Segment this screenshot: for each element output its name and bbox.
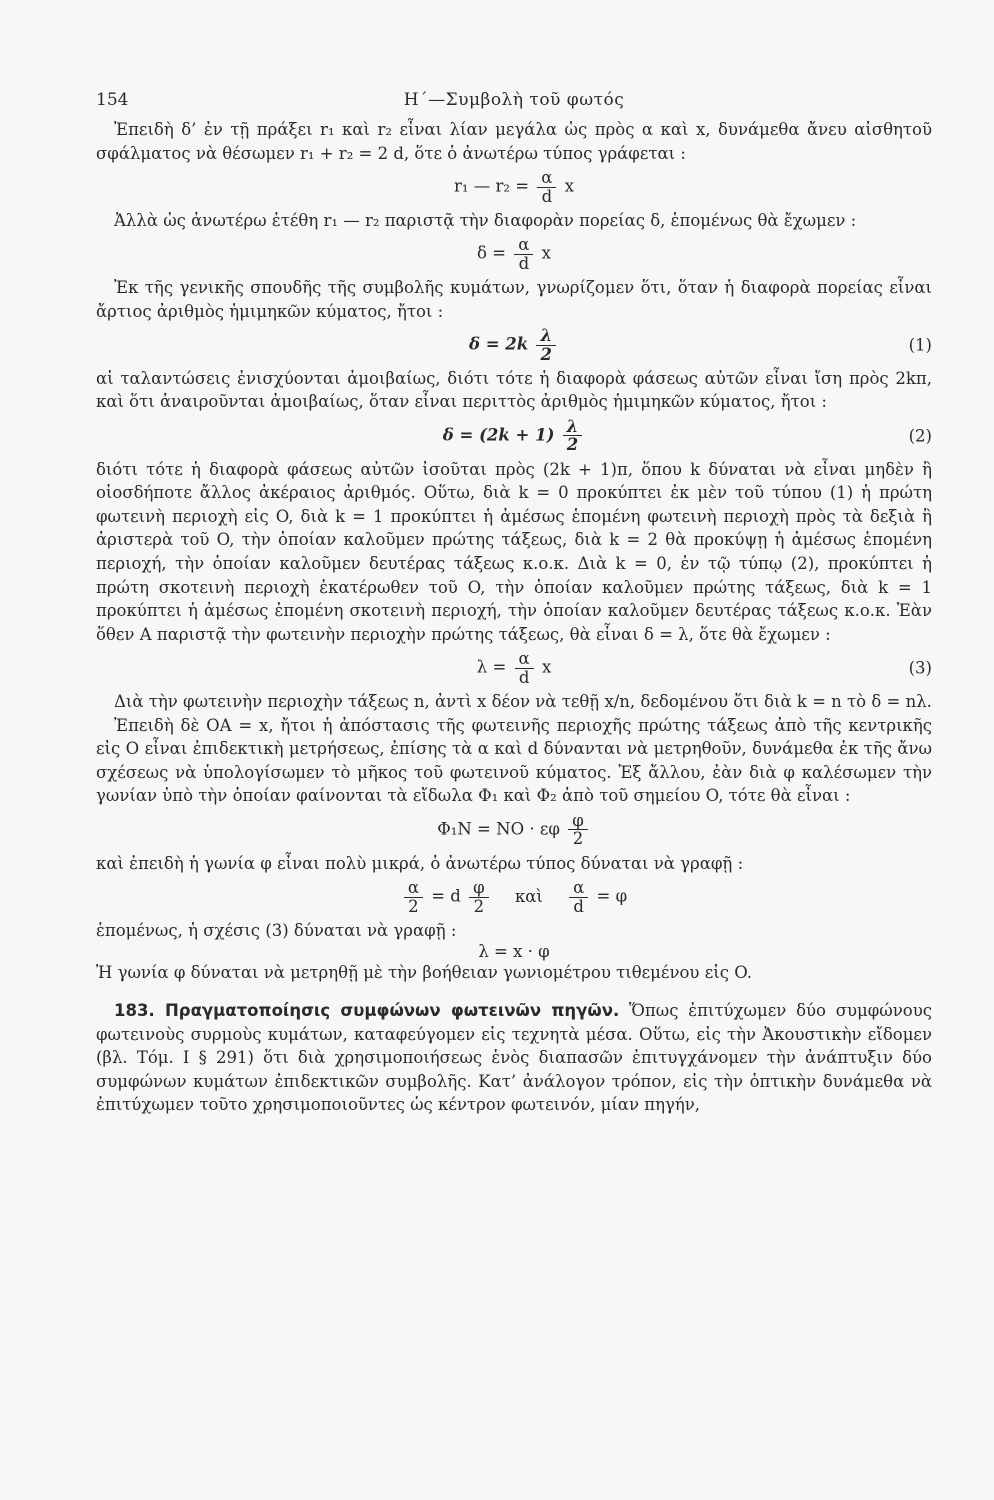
eq4-label: (2) [908, 426, 932, 446]
paragraph-4: αἱ ταλαντώσεις ἐνισχύονται ἀμοιβαίως, διότι τότε ἡ διαφορὰ φάσεως αὐτῶν εἶναι ἴση πρὸς 2kπ, καὶ ὅτι ἀναιροῦνται ἀμοιβαίως, ὅταν εἶναι περιττὸς ἀριθμὸς ἡμιμηκῶν κύματος, ἤτοι : [96, 368, 932, 412]
eq7-conjunction: καὶ [514, 886, 543, 906]
eq4-lhs: δ = (2k + 1) [442, 425, 555, 445]
paragraph-9: ἑπομένως, ἡ σχέσις (3) δύναται νὰ γραφῇ : [96, 920, 457, 940]
eq7-rhs: = φ [596, 886, 628, 906]
eq1-fraction [537, 169, 556, 205]
eq3-label: (1) [908, 335, 932, 355]
eq3-denominator: 2 [540, 344, 552, 364]
equation-1 [96, 169, 932, 205]
eq7-denominator-2: 2 [473, 896, 485, 916]
eq7-fraction-2 [469, 879, 489, 915]
eq5-numerator: α [515, 650, 534, 668]
eq8-text: λ = x · φ [478, 942, 550, 962]
eq1-rhs: x [564, 176, 575, 196]
eq1-lhs: r₁ — r₂ = [453, 176, 530, 196]
eq6-denominator: 2 [572, 829, 584, 849]
eq2-rhs: x [541, 243, 551, 263]
eq4-numerator: λ [563, 418, 583, 436]
eq2-fraction [514, 236, 533, 272]
eq6-numerator: φ [568, 812, 588, 830]
eq5-rhs: x [541, 657, 552, 677]
eq5-label: (3) [908, 658, 932, 678]
eq7-fraction-1 [404, 879, 423, 915]
eq2-denominator: d [518, 253, 530, 273]
eq3-numerator: λ [536, 327, 556, 345]
paragraph-7: Ἐπειδὴ δὲ OA = x, ἤτοι ἡ ἀπόστασις τῆς φωτεινῆς περιοχῆς πρώτης τάξεως ἀπὸ τῆς κεντρικῆς εἰς O εἶναι ἐπιδεκτικὴ μετρήσεως, ἐπίσης τὰ α καὶ d δύνανται νὰ μετρηθοῦν, δυνάμεθα ἐκ τῆς ἄνω σχέσεως νὰ ὑπολογίσωμεν τὸ μῆκος τοῦ φωτεινοῦ κύματος. Ἐξ ἄλλου, ἐὰν διὰ φ καλέσωμεν τὴν γωνίαν ὑπὸ τὴν ὁποίαν φαίνονται τὰ εἴδωλα Φ₁ καὶ Φ₂ ἀπὸ τοῦ σημείου O, τότε θὰ εἶναι : [96, 715, 932, 806]
paragraph-3: Ἐκ τῆς γενικῆς σπουδῆς τῆς συμβολῆς κυμάτων, γνωρίζομεν ὅτι, ὅταν ἡ διαφορὰ πορείας εἶναι ἄρτιος ἀριθμὸς ἡμιμηκῶν κύματος, ἤτοι : [96, 278, 932, 321]
equation-5 [96, 650, 932, 686]
eq3-lhs: δ = 2k [468, 334, 529, 354]
eq6-fraction [568, 812, 588, 848]
eq7-numerator-2: φ [469, 879, 489, 897]
page [96, 88, 932, 1117]
eq7-numerator-1: α [404, 879, 423, 897]
eq6-lhs: Φ₁N = NO · εφ [437, 819, 560, 839]
equation-7 [96, 879, 932, 915]
equation-6 [96, 812, 932, 848]
page-header [96, 88, 932, 118]
eq5-lhs: λ = [476, 657, 507, 677]
eq4-denominator: 2 [566, 435, 579, 455]
section-183 [96, 999, 932, 1117]
eq7-denominator-3: d [573, 896, 584, 916]
running-title: Η΄—Συμβολὴ τοῦ φωτός [403, 90, 625, 110]
eq7-fraction-3 [569, 879, 588, 915]
eq5-denominator: d [518, 667, 530, 687]
eq7-denominator-1: 2 [408, 896, 419, 916]
eq2-lhs: δ = [477, 243, 507, 263]
paragraph-1: Ἐπειδὴ δ’ ἐν τῇ πράξει r₁ καὶ r₂ εἶναι λίαν μεγάλα ὡς πρὸς α καὶ x, δυνάμεθα ἄνευ αἰσθητοῦ σφάλματος νὰ θέσωμεν r₁ + r₂ = 2 d, ὅτε ὁ ἀνωτέρω τύπος γράφεται : [96, 120, 932, 163]
paragraph-10: Ἡ γωνία φ δύναται νὰ μετρηθῇ μὲ τὴν βοήθειαν γωνιομέτρου τιθεμένου εἰς O. [96, 963, 753, 983]
eq7-numerator-3: α [569, 879, 588, 897]
page-number: 154 [96, 90, 129, 110]
eq2-numerator: α [514, 236, 533, 254]
eq1-numerator: α [537, 169, 556, 187]
eq4-fraction [563, 418, 583, 454]
section-body: Ὅπως ἐπιτύχωμεν δύο συμφώνους φωτεινοὺς συρμοὺς κυμάτων, καταφεύγομεν εἰς τεχνητὰ μέσα. Οὕτω, εἰς τὴν Ἀκουστικὴν εἴδομεν (βλ. Τόμ. I § 291) ὅτι διὰ χρησιμοποιήσεως ἑνὸς διαπασῶν ἐπιτυγχάνομεν τὴν ἀνάπτυξιν δύο συμφώνων κυμάτων ἐπιδεκτικῶν συμβολῆς. Κατ’ ἀνάλογον τρόπον, εἰς τὴν ὀπτικὴν δυνάμεθα νὰ ἐπιτύχωμεν τοῦτο χρησιμοποιοῦντες ὡς κέντρον φωτεινόν, μίαν πηγήν, [96, 1001, 932, 1115]
eq7-mid: = d [431, 886, 461, 906]
equation-8 [96, 942, 932, 961]
section-title: 183. Πραγματοποίησις συμφώνων φωτεινῶν πηγῶν. [114, 1001, 620, 1021]
equation-3 [96, 327, 932, 363]
equation-4 [96, 418, 932, 454]
eq3-fraction [536, 327, 556, 363]
paragraph-6: Διὰ τὴν φωτεινὴν περιοχὴν τάξεως n, ἀντὶ x δέον νὰ τεθῇ x/n, δεδομένου ὅτι διὰ k = n τὸ δ = nλ. [114, 692, 932, 712]
paragraph-8: καὶ ἐπειδὴ ἡ γωνία φ εἶναι πολὺ μικρά, ὁ ἀνωτέρω τύπος δύναται νὰ γραφῇ : [96, 853, 744, 873]
paragraph-5: διότι τότε ἡ διαφορὰ φάσεως αὐτῶν ἰσοῦται πρὸς (2k + 1)π, ὅπου k δύναται νὰ εἶναι μηδὲν ἢ οἱοσδήποτε ἄλλος ἀκέραιος ἀριθμός. Οὕτω, διὰ k = 0 προκύπτει ἐκ μὲν τοῦ τύπου (1) ἡ πρώτη φωτεινὴ περιοχὴ εἰς O, διὰ k = 1 προκύπτει ἡ ἀμέσως ἑπομένη φωτεινὴ περιοχὴ πρὸς τὰ δεξιὰ ἢ ἀριστερὰ τοῦ O, τὴν ὁποίαν καλοῦμεν πρώτης τάξεως, διὰ k = 2 θὰ προκύψῃ ἡ ἀμέσως ἑπομένη περιοχή, τὴν ὁποίαν καλοῦμεν δευτέρας τάξεως κ.ο.κ. Διὰ k = 0, ἐν τῷ τύπῳ (2), προκύπτει ἡ πρώτη σκοτεινὴ περιοχὴ ἑκατέρωθεν τοῦ O, τὴν ὁποίαν καλοῦμεν πρώτης τάξεως, διὰ k = 1 προκύπτει ἡ ἀμέσως ἑπομένη σκοτεινὴ περιοχή, τὴν ὁποίαν καλοῦμεν δευτέρας τάξεως κ.ο.κ. Ἐὰν ὅθεν A παριστᾷ τὴν φωτεινὴν περιοχὴν πρώτης τάξεως, θὰ εἶναι δ = λ, ὅτε θὰ ἔχωμεν : [96, 459, 932, 644]
eq5-fraction [515, 650, 534, 686]
eq1-denominator: d [541, 186, 553, 206]
equation-2 [96, 236, 932, 272]
paragraph-2: Ἀλλὰ ὡς ἀνωτέρω ἐτέθη r₁ — r₂ παριστᾷ τὴν διαφορὰν πορείας δ, ἑπομένως θὰ ἔχωμεν : [114, 210, 857, 230]
